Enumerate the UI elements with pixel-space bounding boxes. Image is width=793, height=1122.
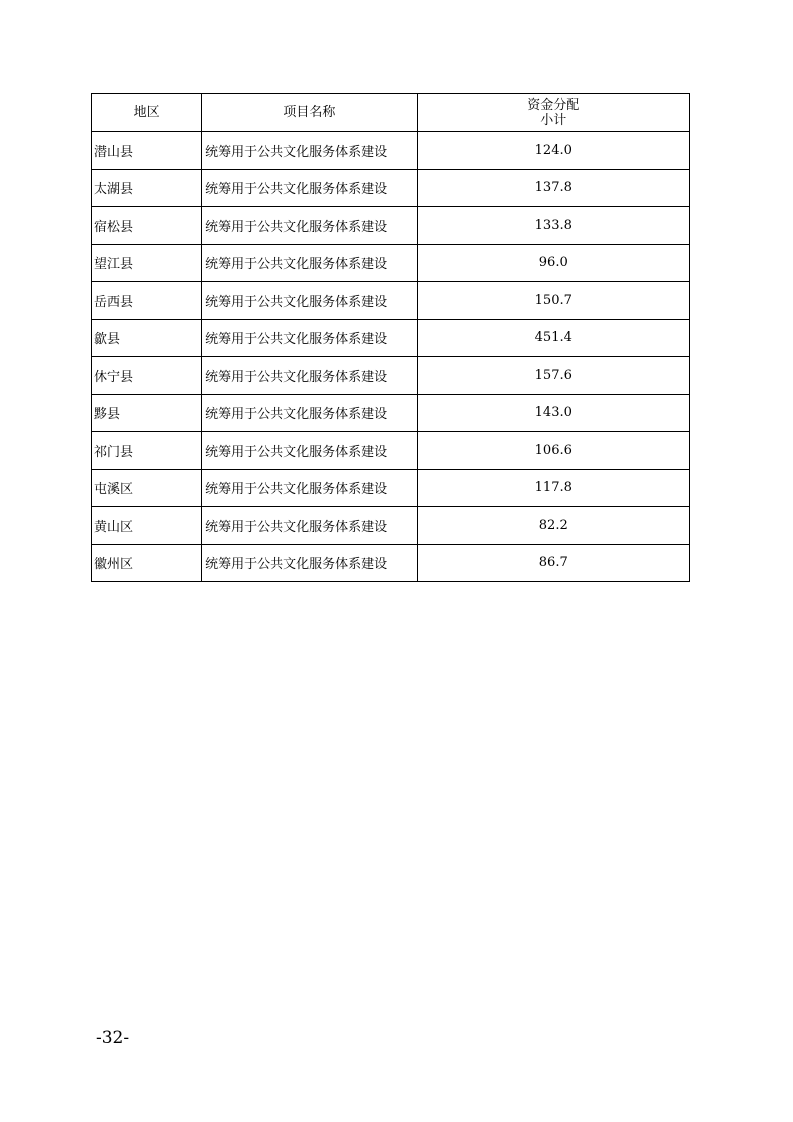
cell-amount: 106.6 <box>417 432 689 470</box>
table-row <box>92 357 690 395</box>
cell-amount: 150.7 <box>417 282 689 320</box>
cell-amount: 451.4 <box>417 319 689 357</box>
header-fund-allocation-label: 资金分配 <box>527 97 580 113</box>
cell-region: 屯溪区 <box>92 469 202 507</box>
cell-region: 歙县 <box>92 319 202 357</box>
header-region: 地区 <box>92 94 202 132</box>
cell-amount: 96.0 <box>417 244 689 282</box>
table-row <box>92 132 690 170</box>
cell-region: 望江县 <box>92 244 202 282</box>
table-row <box>92 282 690 320</box>
cell-amount: 82.2 <box>417 507 689 545</box>
cell-amount: 137.8 <box>417 169 689 207</box>
cell-project: 统筹用于公共文化服务体系建设 <box>202 132 417 170</box>
cell-region: 休宁县 <box>92 357 202 395</box>
cell-region: 祁门县 <box>92 432 202 470</box>
cell-project: 统筹用于公共文化服务体系建设 <box>202 169 417 207</box>
cell-project: 统筹用于公共文化服务体系建设 <box>202 207 417 245</box>
cell-region: 潜山县 <box>92 132 202 170</box>
fund-allocation-table <box>91 93 690 582</box>
table-row <box>92 507 690 545</box>
cell-region: 徽州区 <box>92 544 202 582</box>
cell-region: 太湖县 <box>92 169 202 207</box>
cell-amount: 124.0 <box>417 132 689 170</box>
page-number: -32- <box>96 1028 130 1048</box>
table-row <box>92 469 690 507</box>
cell-amount: 86.7 <box>417 544 689 582</box>
cell-amount: 143.0 <box>417 394 689 432</box>
cell-project: 统筹用于公共文化服务体系建设 <box>202 244 417 282</box>
table-row <box>92 432 690 470</box>
table-row <box>92 244 690 282</box>
header-project-name: 项目名称 <box>202 94 417 132</box>
cell-amount: 117.8 <box>417 469 689 507</box>
cell-region: 岳西县 <box>92 282 202 320</box>
table-row <box>92 207 690 245</box>
cell-region: 宿松县 <box>92 207 202 245</box>
header-subtotal-label: 小计 <box>540 112 567 128</box>
table-header-row <box>92 94 690 132</box>
cell-project: 统筹用于公共文化服务体系建设 <box>202 357 417 395</box>
cell-amount: 157.6 <box>417 357 689 395</box>
cell-amount: 133.8 <box>417 207 689 245</box>
cell-region: 黄山区 <box>92 507 202 545</box>
cell-project: 统筹用于公共文化服务体系建设 <box>202 319 417 357</box>
cell-project: 统筹用于公共文化服务体系建设 <box>202 507 417 545</box>
table-row <box>92 394 690 432</box>
cell-region: 黟县 <box>92 394 202 432</box>
cell-project: 统筹用于公共文化服务体系建设 <box>202 544 417 582</box>
header-fund-allocation <box>417 94 689 132</box>
cell-project: 统筹用于公共文化服务体系建设 <box>202 469 417 507</box>
table-row <box>92 169 690 207</box>
table-row <box>92 319 690 357</box>
table-row <box>92 544 690 582</box>
cell-project: 统筹用于公共文化服务体系建设 <box>202 394 417 432</box>
cell-project: 统筹用于公共文化服务体系建设 <box>202 432 417 470</box>
cell-project: 统筹用于公共文化服务体系建设 <box>202 282 417 320</box>
